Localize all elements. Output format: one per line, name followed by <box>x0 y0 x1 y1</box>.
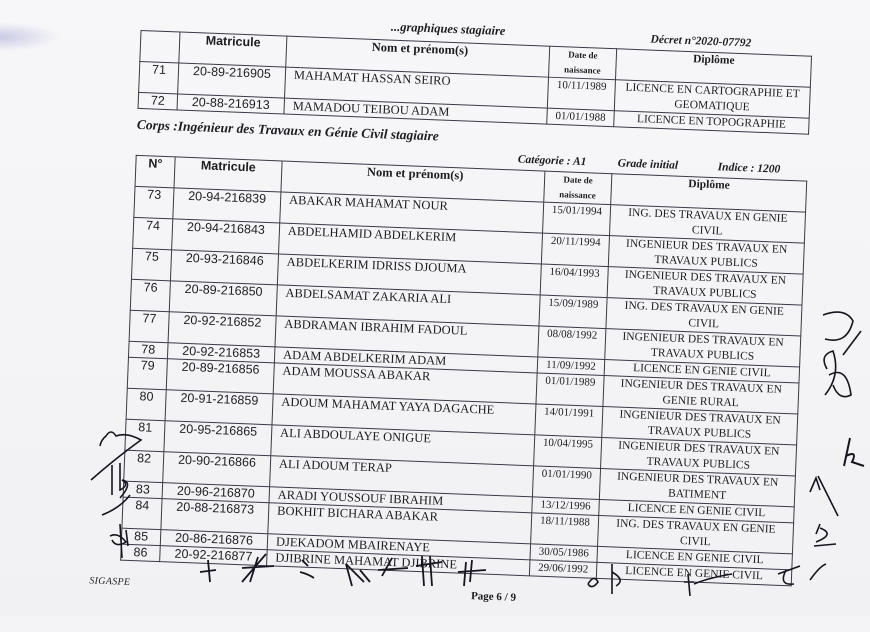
signature-footer-1 <box>196 552 526 597</box>
row-date: 16/04/1993 <box>540 264 608 298</box>
row-no: 75 <box>131 248 171 280</box>
categorie-label: Catégorie : A1 <box>517 153 587 169</box>
row-nom: ALI ABDOULAYE ONIGUE <box>271 425 535 466</box>
table-section-2 <box>120 155 807 586</box>
col-matricule: Matricule <box>179 32 287 67</box>
row-diplome: ING. DES TRAVAUX EN GENIE CIVIL <box>606 298 802 336</box>
row-matricule: 20-93-216846 <box>170 250 278 285</box>
row-matricule: 20-89-216905 <box>178 63 286 98</box>
signature-right-2 <box>842 436 870 481</box>
row-nom: ADAM ABDELKERIM ADAM <box>274 347 537 373</box>
row-matricule: 20-92-216852 <box>168 312 276 347</box>
row-no: 79 <box>127 357 167 389</box>
row-nom: ADAM MOUSSA ABAKAR <box>273 363 537 404</box>
grade-label: Grade initial <box>617 157 679 172</box>
row-date: 01/01/1989 <box>536 373 604 407</box>
row-diplome: INGENIEUR DES TRAVAUX EN TRAVAUX PUBLICS <box>608 236 804 274</box>
row-no: 81 <box>125 419 165 451</box>
col-nom: Nom et prénom(s) <box>281 161 545 202</box>
row-diplome: INGENIEUR DES TRAVAUX EN BATIMENT <box>599 468 795 506</box>
signature-left-3 <box>106 522 136 567</box>
row-date: 10/04/1995 <box>534 435 602 469</box>
col-diplome: Diplôme <box>615 49 811 87</box>
row-no: 72 <box>138 92 178 109</box>
row-nom: ALI ADOUM TERAP <box>270 456 534 497</box>
row-nom: DJEKADOM MBAIRENAYE <box>267 534 530 560</box>
row-date: 29/06/1992 <box>529 560 597 579</box>
row-diplome: INGENIEUR DES TRAVAUX EN TRAVAUX PUBLICS <box>607 267 803 305</box>
row-date: 08/08/1992 <box>538 326 606 360</box>
row-diplome: LICENCE EN TOPOGRAPHIE <box>614 111 809 134</box>
row-no: 85 <box>121 528 161 545</box>
row-matricule: 20-96-216870 <box>162 483 270 503</box>
signature-left-2 <box>100 460 140 525</box>
row-no: 71 <box>139 61 179 93</box>
row-diplome: LICENCE EN CARTOGRAPHIE ET GEOMATIQUE <box>614 80 810 118</box>
col-no: N° <box>135 155 175 187</box>
col-diplome: Diplôme <box>611 174 807 212</box>
col-date: Date de naissance <box>544 171 612 205</box>
row-date: 20/11/1994 <box>541 233 609 267</box>
row-diplome: INGENIEUR DES TRAVAUX EN TRAVAUX PUBLICS <box>601 437 797 475</box>
row-matricule: 20-94-216839 <box>173 188 281 223</box>
signature-right-1 <box>815 305 865 450</box>
row-matricule: 20-90-216866 <box>163 452 271 487</box>
row-diplome: LICENCE EN GENIE CIVIL <box>599 499 794 522</box>
row-nom: ARADI YOUSSOUF IBRAHIM <box>269 487 532 513</box>
row-diplome: LICENCE EN GENIE CIVIL <box>596 562 791 585</box>
row-diplome: LICENCE EN GENIE CIVIL <box>604 360 799 383</box>
col-matricule: Matricule <box>174 157 282 192</box>
row-nom: ABDRAMAN IBRAHIM FADOUL <box>275 316 539 357</box>
row-date: 01/01/1990 <box>532 466 600 500</box>
row-date: 11/09/1992 <box>537 357 605 376</box>
row-matricule: 20-91-216859 <box>165 390 273 425</box>
corps-heading: Corps :Ingénieur des Travaux en Génie Civil stagiaire <box>136 116 440 144</box>
row-matricule: 20-92-216877 <box>160 546 268 566</box>
row-nom: ABAKAR MAHAMAT NOUR <box>280 192 544 233</box>
row-diplome: ING. DES TRAVAUX EN GENIE CIVIL <box>609 205 805 243</box>
row-nom: DJIBRINE MAHAMAT DJIBRINE <box>267 550 530 576</box>
row-no: 73 <box>134 186 174 218</box>
col-nom: Nom et prénom(s) <box>286 36 550 77</box>
document-page <box>89 0 813 632</box>
row-matricule: 20-89-216856 <box>166 359 274 394</box>
row-no: 82 <box>124 450 164 482</box>
row-matricule: 20-89-216850 <box>169 281 277 316</box>
row-diplome: INGENIEUR DES TRAVAUX EN TRAVAUX PUBLICS <box>602 406 798 444</box>
row-no: 77 <box>129 310 169 342</box>
row-no: 86 <box>121 544 161 561</box>
row-matricule: 20-94-216843 <box>172 219 280 254</box>
row-matricule: 20-88-216913 <box>177 94 285 114</box>
row-no: 74 <box>133 217 173 249</box>
row-date: 30/05/1986 <box>530 544 598 563</box>
page-number: Page 6 / 9 <box>470 590 517 604</box>
row-nom: MAMADOU TEIBOU ADAM <box>284 98 547 124</box>
row-matricule: 20-95-216865 <box>164 421 272 456</box>
row-date: 14/01/1991 <box>535 404 603 438</box>
row-diplome: INGENIEUR DES TRAVAUX EN GENIE RURAL <box>603 376 799 414</box>
row-diplome: ING. DES TRAVAUX EN GENIE CIVIL <box>598 515 794 553</box>
decret-number: Décret n°2020-07792 <box>650 33 752 50</box>
corps-title-fragment: ...graphiques stagiaire <box>390 19 506 38</box>
row-no: 84 <box>122 497 162 529</box>
row-nom: ABDELKERIM IDRISS DJOUMA <box>277 254 541 295</box>
col-date: Date de naissance <box>549 46 617 80</box>
row-nom: ABDELSAMAT ZAKARIA ALI <box>276 285 540 326</box>
indice-label: Indice : 1200 <box>717 161 781 176</box>
row-date: 13/12/1996 <box>532 497 600 516</box>
row-nom: ADOUM MAHAMAT YAYA DAGACHE <box>272 394 536 435</box>
row-date: 15/01/1994 <box>543 202 611 236</box>
signature-right-3 <box>806 470 846 555</box>
row-matricule: 20-86-216876 <box>160 530 268 550</box>
row-nom: BOKHIT BICHARA ABAKAR <box>268 503 532 544</box>
row-no: 80 <box>126 388 166 420</box>
row-matricule: 20-88-216873 <box>161 499 269 534</box>
col-no <box>140 30 180 62</box>
row-date: 18/11/1988 <box>531 513 599 547</box>
row-diplome: LICENCE EN GENIE CIVIL <box>597 546 792 569</box>
row-nom: MAHAMAT HASSAN SEIRO <box>285 67 549 108</box>
scan-edge-shadow <box>0 22 60 52</box>
row-date: 01/01/1988 <box>547 108 615 127</box>
row-no: 83 <box>123 481 163 498</box>
row-nom: ABDELHAMID ABDELKERIM <box>279 223 543 264</box>
row-matricule: 20-92-216853 <box>167 343 275 363</box>
row-no: 76 <box>130 279 170 311</box>
row-date: 15/09/1989 <box>539 295 607 329</box>
row-date: 10/11/1989 <box>547 77 615 111</box>
sigaspe-brand: SIGASPE <box>89 575 131 588</box>
row-no: 78 <box>128 341 168 358</box>
signature-footer-2 <box>582 560 822 605</box>
row-diplome: INGENIEUR DES TRAVAUX EN TRAVAUX PUBLICS <box>605 329 801 367</box>
